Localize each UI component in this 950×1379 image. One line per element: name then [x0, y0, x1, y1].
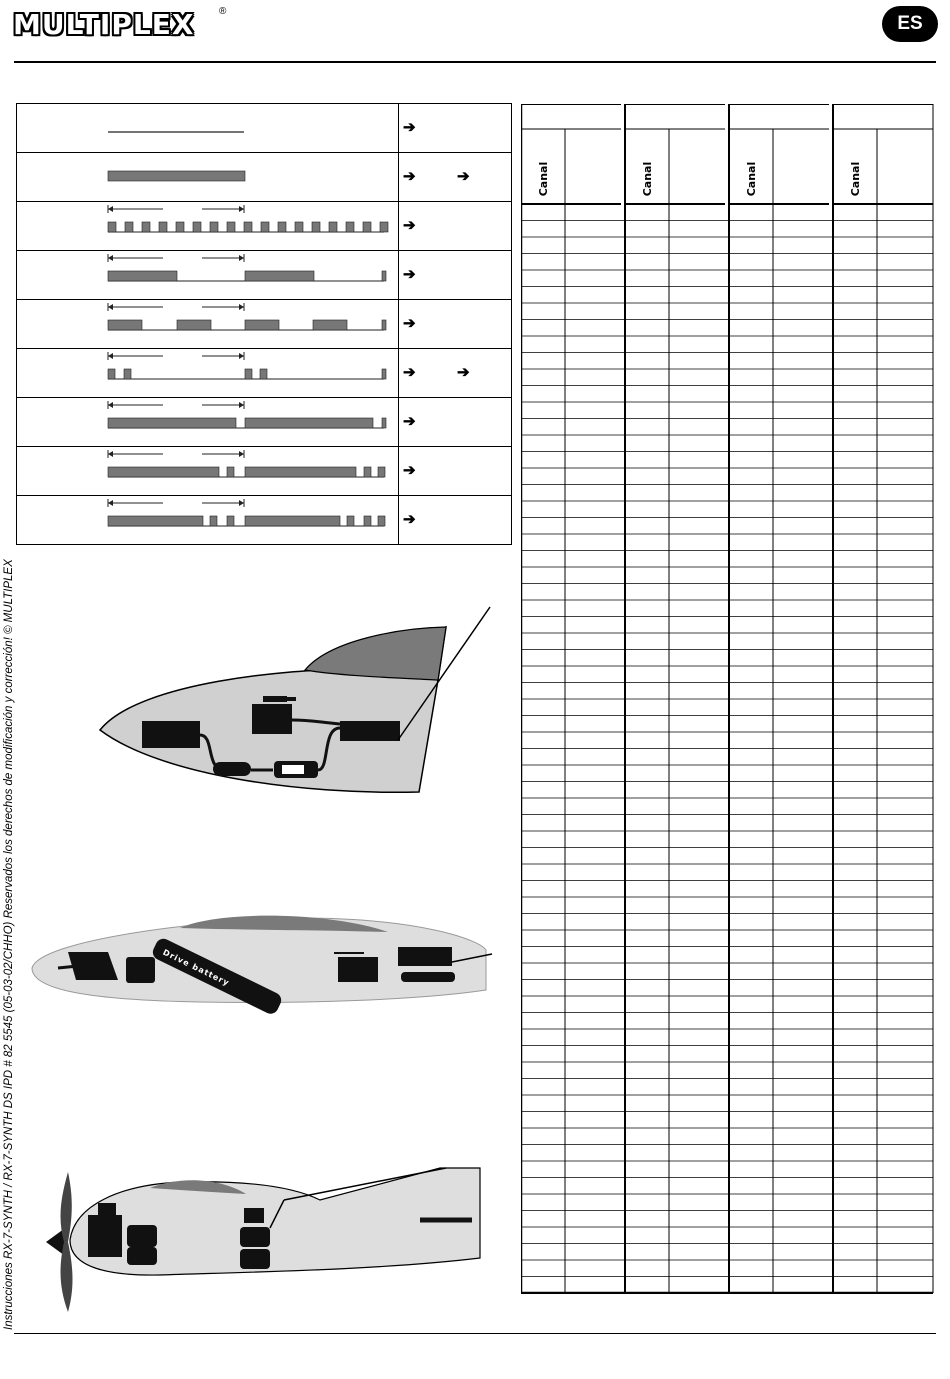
- arrow-icon: ➔: [403, 364, 416, 381]
- arrow-icon: ➔: [403, 462, 416, 479]
- canal-header: Canal: [537, 161, 550, 197]
- engine-model-illustration: [46, 1168, 480, 1312]
- arrow-icon: ➔: [403, 168, 416, 185]
- arrow-icon: ➔: [403, 511, 416, 528]
- speed-controller: [126, 957, 155, 983]
- channel-assignment-grid: [521, 104, 937, 1294]
- arrow-icon: ➔: [403, 119, 416, 136]
- canal-header: Canal: [745, 161, 758, 197]
- arrow-icon: ➔: [457, 168, 470, 185]
- receiver: [398, 947, 452, 966]
- drive-battery-label: Drive battery: [161, 947, 232, 988]
- arrow-icon: ➔: [403, 266, 416, 283]
- canal-header: Canal: [849, 161, 862, 197]
- canal-header: Canal: [641, 161, 654, 197]
- servo: [252, 704, 292, 734]
- arrow-icon: ➔: [457, 364, 470, 381]
- glider-fuselage-illustration: [100, 607, 490, 792]
- side-copyright-note: Instrucciones RX-7-SYNTH / RX-7-SYNTH DS IPD # 82 5545 (05-03-02/CHHO) Reservados los derechos de modificación y corrección! © MULTIPLEX: [3, 559, 15, 1330]
- arrow-icon: ➔: [403, 217, 416, 234]
- receiver-battery: [142, 721, 200, 748]
- engine: [88, 1215, 122, 1257]
- arrow-icon: ➔: [403, 315, 416, 332]
- electric-model-illustration: [32, 916, 492, 1017]
- servo: [338, 957, 378, 982]
- language-badge: ES: [882, 6, 938, 42]
- receiver: [340, 721, 400, 741]
- registered-mark: ®: [219, 6, 227, 17]
- multiplex-logo: MULTIPLEX: [13, 8, 195, 41]
- arrow-icon: ➔: [403, 413, 416, 430]
